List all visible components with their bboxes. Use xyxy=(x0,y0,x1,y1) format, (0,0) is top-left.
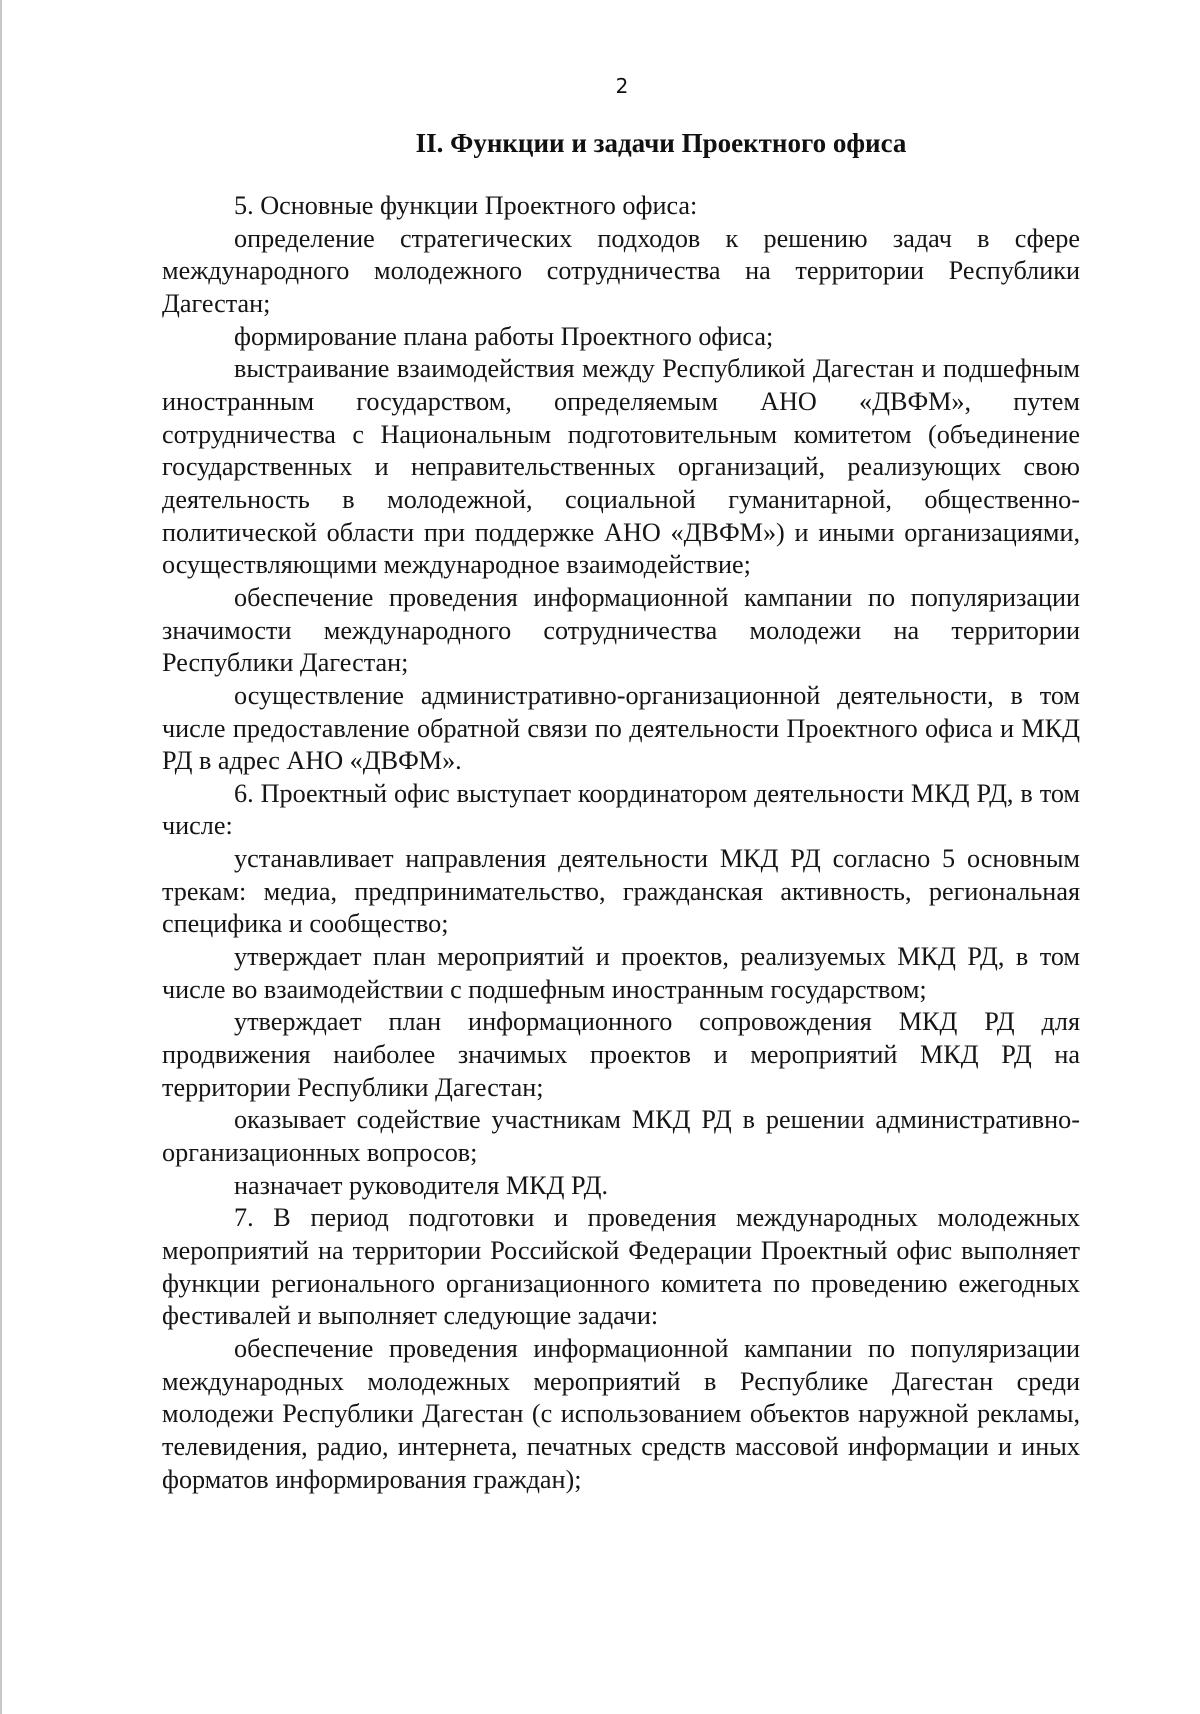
paragraph: назначает руководителя МКД РД. xyxy=(234,1170,609,1200)
paragraph: 5. Основные функции Проектного офиса: xyxy=(234,191,698,220)
paragraph: выстраивание взаимодействия между Республикой Дагестан и подшефным иностранным государством, определяемым АНО «ДВФМ», путем сотрудничества с Национальным подготовительным комитетом (объединение государственных и неправительственных организаций, реализующих свою деятельность в молодежной, социальной гуманитарной, общественно-политической области при поддержке АНО «ДВФМ») и иными организациями, осуществляющими международное взаимодействие; xyxy=(162,354,1080,580)
paragraph: осуществление административно-организационной деятельности, в том числе предоставление обратной связи по деятельности Проектного офиса и МКД РД в адрес АНО «ДВФМ». xyxy=(162,680,1080,776)
paragraph: 6. Проектный офис выступает координатором деятельности МКД РД, в том числе: xyxy=(162,778,1080,841)
paragraph: определение стратегических подходов к решению задач в сфере международного молодежного сотрудничества на территории Республики Дагестан; xyxy=(162,223,1080,318)
paragraph: обеспечение проведения информационной кампании по популяризации международных молодежных мероприятий в Республике Дагестан среди молодежи Республики Дагестан (с использованием объектов наружной рекламы, телевидения, радио, интернета, печатных средств массовой информации и иных форматов информирования граждан); xyxy=(162,1333,1080,1494)
document-body xyxy=(162,190,1080,1496)
paragraph: утверждает план информационного сопровождения МКД РД для продвижения наиболее значимых проектов и мероприятий МКД РД на территории Республики Дагестан; xyxy=(162,1007,1080,1102)
paragraph: утверждает план мероприятий и проектов, реализуемых МКД РД, в том числе во взаимодействии с подшефным иностранным государством; xyxy=(162,942,1080,1004)
paragraph: 7. В период подготовки и проведения международных молодежных мероприятий на территории Российской Федерации Проектный офис выполняет функции регионального организационного комитета по проведению ежегодных фестивалей и выполняет следующие задачи: xyxy=(162,1203,1080,1331)
paragraph: обеспечение проведения информационной кампании по популяризации значимости международного сотрудничества молодежи на территории Республики Дагестан; xyxy=(162,582,1080,678)
paragraph: оказывает содействие участникам МКД РД в решении административно-организационных вопросов; xyxy=(162,1105,1080,1168)
paragraph: устанавливает направления деятельности МКД РД согласно 5 основным трекам: медиа, предпринимательство, гражданская активность, региональная специфика и сообщество; xyxy=(162,844,1080,939)
paragraph: формирование плана работы Проектного офиса; xyxy=(234,321,774,351)
section-heading: II. Функции и задачи Проектного офиса xyxy=(415,128,907,158)
page-number: 2 xyxy=(615,74,629,98)
